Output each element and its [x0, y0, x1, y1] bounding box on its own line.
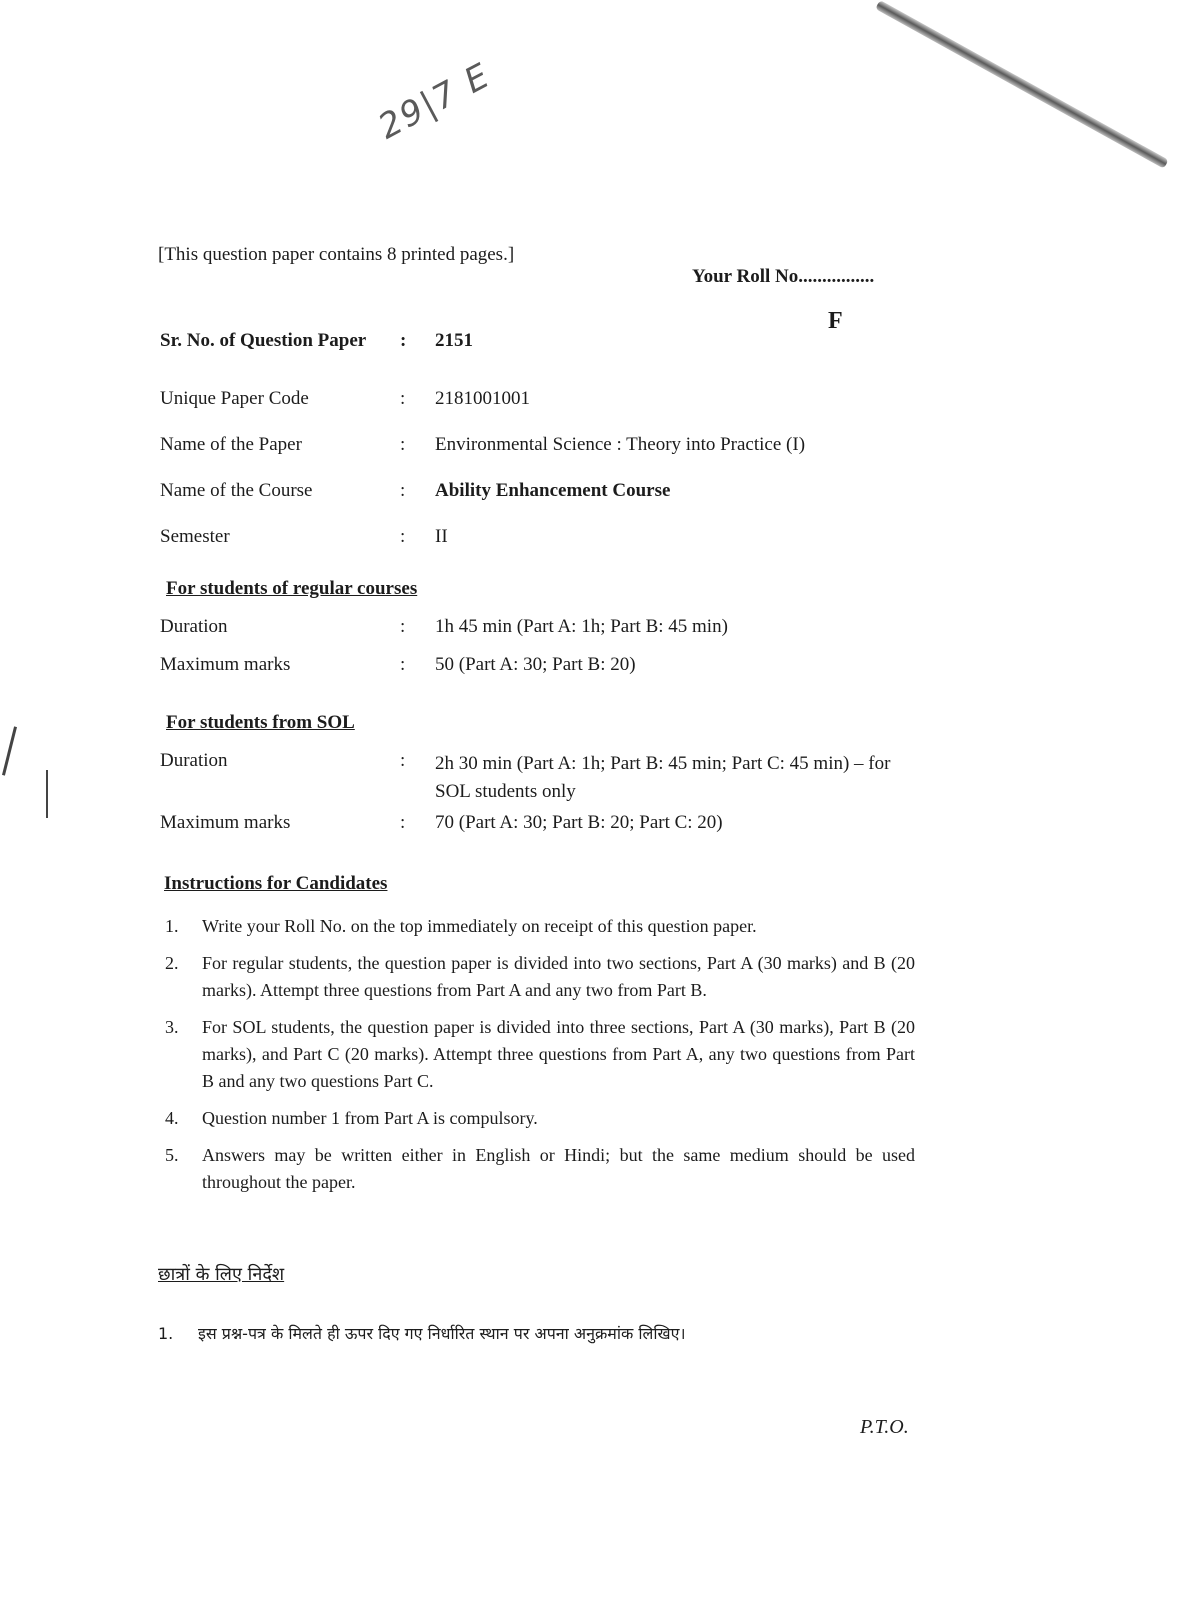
colon: : — [400, 812, 406, 833]
instruction-item: 1. Write your Roll No. on the top immediately on receipt of this question paper. — [165, 916, 757, 936]
pen-shadow — [875, 0, 1168, 169]
paper-name-label: Name of the Paper — [160, 434, 302, 455]
duration-value: 2h 30 min (Part A: 1h; Part B: 45 min; Part C: 45 min) – for SOL students only — [435, 753, 891, 802]
sr-no-label: Sr. No. of Question Paper — [160, 330, 367, 351]
page-count-note: [This question paper contains 8 printed pages.] — [158, 244, 515, 265]
margin-mark — [46, 770, 48, 818]
colon: : — [400, 750, 406, 771]
instruction-item: 4. Question number 1 from Part A is compulsory. — [165, 1108, 538, 1128]
colon: : — [400, 480, 406, 501]
handwritten-note: 29|7 E — [372, 55, 498, 148]
margin-mark — [2, 726, 17, 775]
sol-details-table — [160, 750, 905, 850]
hindi-instructions-heading: छात्रों के लिए निर्देश — [158, 1264, 285, 1285]
roll-no-field: Your Roll No................ — [692, 266, 875, 287]
duration-value: 1h 45 min (Part A: 1h; Part B: 45 min) — [435, 616, 728, 637]
course-name-row — [160, 480, 905, 526]
colon: : — [400, 654, 406, 675]
upc-row — [160, 388, 905, 434]
course-name-value: Ability Enhancement Course — [435, 480, 671, 501]
duration-label: Duration — [160, 750, 228, 771]
duration-label: Duration — [160, 616, 228, 637]
instruction-item: 2. For regular students, the question paper is divided into two sections, Part A (30 marks) and B (20 marks). Attempt three questions from Part A and any two from Part B. — [165, 953, 915, 1000]
paper-details-table — [160, 330, 905, 572]
colon: : — [400, 526, 406, 547]
instruction-item: 5. Answers may be written either in English or Hindi; but the same medium should be used throughout the paper. — [165, 1145, 915, 1192]
paper-name-value: Environmental Science : Theory into Practice (I) — [435, 434, 806, 455]
sr-no-row — [160, 330, 905, 388]
marks-label: Maximum marks — [160, 812, 291, 833]
paper-name-row — [160, 434, 905, 480]
sol-marks-row — [160, 812, 905, 850]
colon: : — [400, 434, 406, 455]
instructions-list — [160, 913, 915, 1206]
pto-label: P.T.O. — [860, 1416, 909, 1438]
regular-heading: For students of regular courses — [166, 578, 418, 599]
semester-value: II — [435, 526, 448, 547]
colon: : — [400, 616, 406, 637]
hindi-instruction-item: 1. इस प्रश्न-पत्र के मिलते ही ऊपर दिए गए निर्धारित स्थान पर अपना अनुक्रमांक लिखिए। — [158, 1324, 686, 1343]
marks-value: 50 (Part A: 30; Part B: 20) — [435, 654, 636, 675]
colon: : — [400, 388, 406, 409]
semester-label: Semester — [160, 526, 230, 547]
set-letter: F — [828, 308, 843, 334]
regular-details-table — [160, 616, 905, 692]
regular-duration-row — [160, 616, 905, 654]
sol-duration-row — [160, 750, 905, 812]
semester-row — [160, 526, 905, 572]
marks-value: 70 (Part A: 30; Part B: 20; Part C: 20) — [435, 812, 723, 833]
sr-no-value: 2151 — [435, 330, 473, 351]
colon: : — [400, 330, 407, 351]
sol-heading: For students from SOL — [166, 712, 355, 733]
upc-value: 2181001001 — [435, 388, 530, 409]
course-name-label: Name of the Course — [160, 480, 313, 501]
instruction-item: 3. For SOL students, the question paper is divided into three sections, Part A (30 marks), Part B (20 marks), and Part C (20 marks). Attempt three questions from Part A, any two questions from Part B and any two questions Part C. — [165, 1017, 915, 1091]
upc-label: Unique Paper Code — [160, 388, 309, 409]
instructions-heading: Instructions for Candidates — [164, 873, 388, 894]
marks-label: Maximum marks — [160, 654, 291, 675]
regular-marks-row — [160, 654, 905, 692]
